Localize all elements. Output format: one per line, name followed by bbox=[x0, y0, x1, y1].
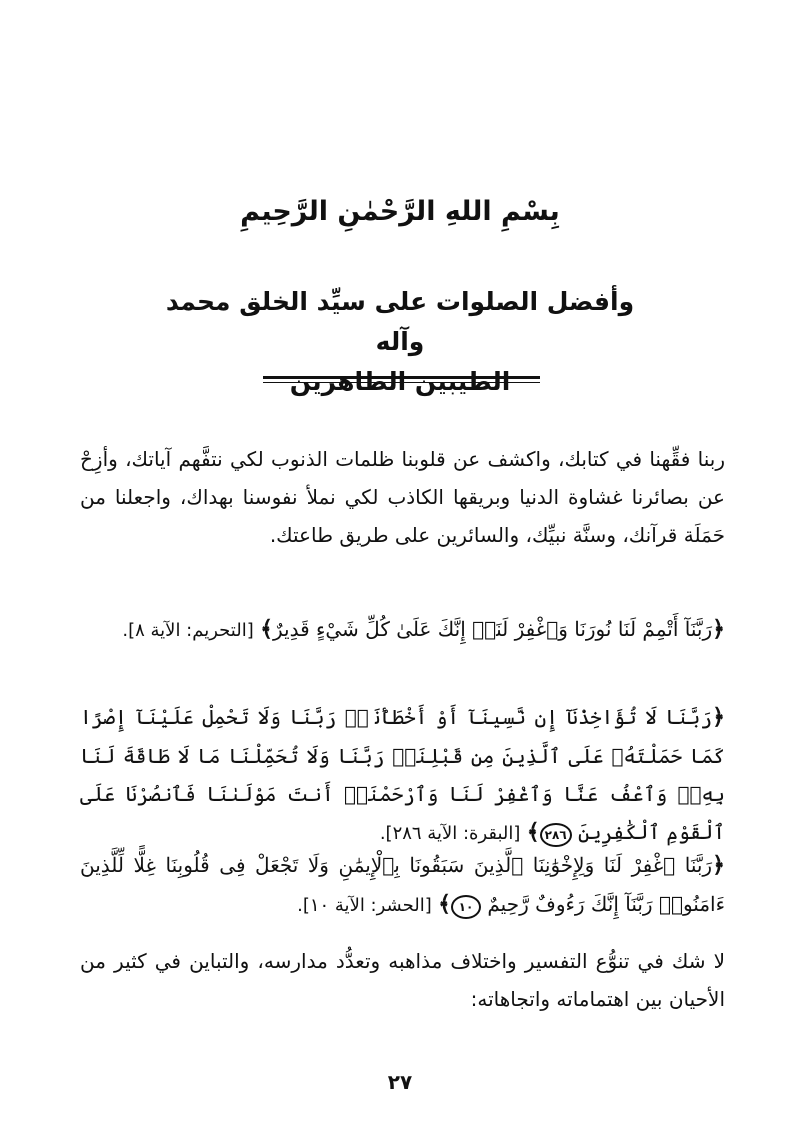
verse-open-bracket: ﴿ bbox=[712, 617, 725, 642]
verse-block-1 bbox=[80, 610, 725, 650]
verse-reference: [الحشر: الآية ١٠]. bbox=[297, 895, 432, 916]
verse-reference: [التحريم: الآية ٨]. bbox=[122, 620, 254, 641]
verse-open-bracket: ﴿ bbox=[712, 853, 725, 878]
heading-line-1: وأفضل الصلوات على سيِّد الخلق محمد وآله bbox=[165, 287, 635, 356]
verse-block-2 bbox=[80, 698, 725, 853]
heading-divider-thick bbox=[263, 376, 540, 379]
ayah-number-marker: ٢٨٦ bbox=[540, 823, 572, 847]
verse-open-bracket: ﴿ bbox=[712, 705, 725, 730]
ayah-number-marker: ١٠ bbox=[451, 895, 481, 919]
verse-close-bracket: ﴾ bbox=[526, 820, 540, 845]
verse-text: رَبَّنَا ٱغْفِرْ لَنَا وَلِإِخْوَٰنِنَا ٱلَّذِينَ سَبَقُونَا بِٱلْإِيمَٰنِ وَلَا تَجْعَلْ فِى قُلُوبِنَا غِلًّا لِّلَّذِينَ ءَامَنُوا۟ رَبَّنَآ إِنَّكَ رَءُوفٌ رَّحِيمٌ bbox=[80, 853, 725, 916]
verse-text: رَبَّنَآ أَتْمِمْ لَنَا نُورَنَا وَٱغْفِرْ لَنَآۖ إِنَّكَ عَلَىٰ كُلِّ شَيْءٍ قَدِيرٌ bbox=[272, 617, 713, 641]
verse-reference: [البقرة: الآية ٢٨٦]. bbox=[379, 823, 521, 844]
verse-close-bracket: ﴾ bbox=[260, 617, 273, 642]
verse-close-bracket: ﴾ bbox=[438, 892, 451, 917]
verse-block-3 bbox=[80, 846, 725, 925]
closing-paragraph: لا شك في تنوُّع التفسير واختلاف مذاهبه وتعدُّد مدارسه، والتباين في كثير من الأحيان بين اهتماماته واتجاهاته: bbox=[80, 949, 725, 1011]
heading-divider-thin bbox=[263, 382, 540, 383]
page-heading bbox=[150, 282, 650, 402]
verse-text: رَبَّنَا لَا تُؤَاخِذْنَآ إِن نَّسِينَآ أَوْ أَخْطَأْنَاۚ رَبَّنَا وَلَا تَحْمِلْ عَلَيْنَآ إِصْرًا كَمَا حَمَلْتَهُۥ عَلَى ٱلَّذِينَ مِن قَبْلِنَاۚ رَبَّنَا وَلَا تُحَمِّلْنَا مَا لَا طَاقَةَ لَنَا بِهِۦۖ وَٱعْفُ عَنَّا وَٱغْفِرْ لَنَا وَٱرْحَمْنَآۚ أَنتَ مَوْلَىٰنَا فَٱنصُرْنَا عَلَى ٱلْقَوْمِ ٱلْكَٰفِرِينَ bbox=[80, 705, 725, 844]
basmala-calligraphy: بِسْمِ اللهِ الرَّحْمٰنِ الرَّحِيمِ bbox=[240, 196, 560, 227]
page-number: ٢٧ bbox=[387, 1070, 413, 1094]
intro-paragraph: ربنا فقِّهنا في كتابك، واكشف عن قلوبنا ظلمات الذنوب لكي نتفَّهم آياتك، وأزِحْ عن بصائرنا غشاوة الدنيا وبريقها الكاذب لكي نملأ نفوسنا بهداك، واجعلنا من حَمَلَة قرآنك، وسنَّة نبيِّك، والسائرين على طريق طاعتك. bbox=[80, 447, 725, 547]
